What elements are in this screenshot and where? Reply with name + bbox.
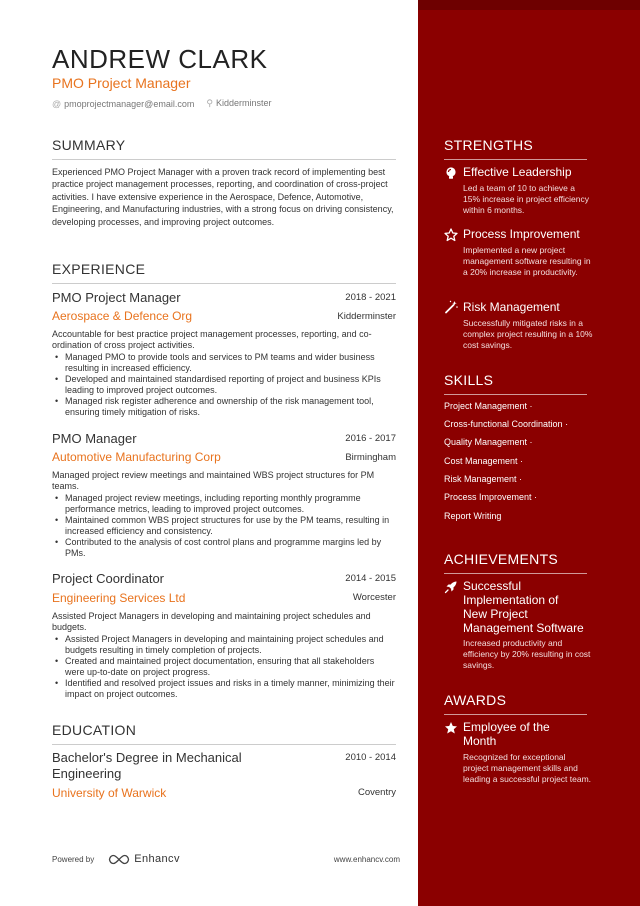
skill-item: Quality Management · bbox=[444, 437, 533, 447]
summary-divider bbox=[52, 159, 396, 160]
list-item: • Identified and resolved project issues and risks in a timely manner, minimizing their impact on project outcomes. bbox=[52, 678, 396, 700]
job-summary: Managed project review meetings and maintained WBS project structures for PM teams. bbox=[52, 470, 375, 491]
achievement-title bbox=[463, 579, 593, 635]
experience-divider bbox=[52, 283, 396, 284]
job-company: Automotive Manufacturing Corp bbox=[52, 450, 221, 464]
job-summary: Accountable for best practice project management processes, reporting, and co-ordination of cross project activities. bbox=[52, 329, 372, 350]
experience-heading: EXPERIENCE bbox=[52, 261, 146, 277]
title-line: Month bbox=[463, 734, 497, 748]
list-item: • Created and maintained project documentation, ensuring that all stakeholders were up-to-date on project progress. bbox=[52, 656, 396, 678]
strength-title: Process Improvement bbox=[463, 227, 580, 241]
skills-divider bbox=[444, 394, 587, 395]
strength-desc: Implemented a new project management software resulting in a 20% increase in productivity. bbox=[463, 245, 591, 277]
list-item: • Maintained common WBS project structures for use by the PM teams, resulting in increased efficiency and consistency. bbox=[52, 515, 396, 537]
awards-heading: AWARDS bbox=[444, 692, 507, 708]
job-dates: 2014 - 2015 bbox=[345, 573, 396, 584]
skill-item: Process Improvement · bbox=[444, 492, 538, 502]
candidate-name: ANDREW CLARK bbox=[52, 44, 268, 74]
list-item: • Assisted Project Managers in developing and maintaining project schedules and budgets resulting in timely completion of projects. bbox=[52, 634, 396, 656]
job-dates: 2016 - 2017 bbox=[345, 433, 396, 444]
job-title: PMO Manager bbox=[52, 431, 137, 446]
job-company: Aerospace & Defence Org bbox=[52, 309, 193, 323]
achievements-heading: ACHIEVEMENTS bbox=[444, 551, 559, 567]
contact-line bbox=[52, 98, 271, 109]
sidebar bbox=[418, 0, 640, 906]
job-location: Kidderminster bbox=[337, 311, 396, 322]
summary-heading: SUMMARY bbox=[52, 137, 126, 153]
list-item: • Managed PMO to provide tools and services to PM teams and wider business resulting in increased efficiency. bbox=[52, 352, 396, 374]
job-location: Worcester bbox=[352, 592, 396, 603]
bulb-icon bbox=[444, 166, 458, 180]
sidebar-top-band bbox=[418, 0, 640, 10]
job-title: PMO Project Manager bbox=[52, 290, 181, 305]
education-dates: 2010 - 2014 bbox=[345, 752, 396, 763]
star-icon bbox=[444, 721, 458, 735]
achievement-desc: Increased productivity and efficiency by 20% resulting in cost savings. bbox=[463, 638, 591, 670]
summary-text: Experienced PMO Project Manager with a proven track record of implementing best practice project management processes, reporting, and coordination of cross-project activities. I have extensive experience in the Aerospace, Defence, Automotive, Engineering, and Manufacturing industries, with a strong focus on driving consistency, developing processes, and improving project outcomes. bbox=[52, 167, 394, 227]
footer-site-link[interactable]: www.enhancv.com bbox=[333, 854, 400, 864]
strength-title: Risk Management bbox=[463, 300, 560, 314]
skill-item: Cost Management · bbox=[444, 456, 524, 466]
powered-by-label: Powered by bbox=[52, 854, 95, 864]
title-line: Implementation of bbox=[463, 593, 559, 607]
location-text: Kidderminster bbox=[215, 98, 272, 108]
strength-desc: Successfully mitigated risks in a complex project resulting in a 10% cost savings. bbox=[463, 318, 593, 350]
title-line: Employee of the bbox=[463, 720, 550, 734]
footer bbox=[52, 853, 400, 865]
title-line: New Project bbox=[463, 607, 528, 621]
strengths-heading: STRENGTHS bbox=[444, 137, 534, 153]
award-title bbox=[463, 720, 593, 748]
magic-wand-icon bbox=[444, 300, 458, 314]
job-dates: 2018 - 2021 bbox=[345, 292, 396, 303]
degree-line: Engineering bbox=[52, 766, 122, 781]
list-item: • Managed risk register adherence and ownership of the risk management tool, ensuring timely mitigation of risks. bbox=[52, 396, 396, 418]
degree-line: Bachelor's Degree in Mechanical bbox=[52, 750, 242, 765]
skill-item: Cross-functional Coordination · bbox=[444, 419, 569, 429]
list-item: • Contributed to the analysis of cost control plans and programme margins led by PMs. bbox=[52, 537, 396, 559]
awards-divider bbox=[444, 714, 587, 715]
job-title: Project Coordinator bbox=[52, 571, 164, 586]
skill-item: Project Management · bbox=[444, 401, 533, 411]
list-item: • Managed project review meetings, including reporting monthly programme performance metrics, leading to improved project outcomes. bbox=[52, 493, 396, 515]
strength-desc: Led a team of 10 to achieve a 15% increase in project efficiency within 6 months. bbox=[463, 183, 589, 215]
job-location: Birmingham bbox=[345, 452, 396, 463]
education-divider bbox=[52, 744, 396, 745]
location-contact bbox=[206, 98, 271, 109]
job-company: Engineering Services Ltd bbox=[52, 591, 186, 605]
candidate-role: PMO Project Manager bbox=[52, 75, 191, 91]
enhancv-logo[interactable] bbox=[108, 853, 180, 865]
at-icon: @ bbox=[52, 98, 62, 109]
rocket-icon bbox=[444, 580, 458, 594]
strengths-divider bbox=[444, 159, 587, 160]
title-line: Management Software bbox=[463, 621, 584, 635]
strength-title: Effective Leadership bbox=[463, 165, 572, 179]
email-contact[interactable] bbox=[52, 99, 194, 109]
degree-title bbox=[52, 750, 242, 782]
infinity-icon bbox=[108, 854, 130, 865]
job-summary: Assisted Project Managers in developing and maintaining project schedules and budgets. bbox=[52, 611, 371, 632]
list-item: • Developed and maintained standardised reporting of project and business KPIs leading to improved project outcomes. bbox=[52, 374, 396, 396]
skill-item: Report Writing bbox=[444, 511, 502, 521]
school-location: Coventry bbox=[357, 787, 396, 798]
job-bullets bbox=[52, 634, 396, 700]
skill-item: Risk Management · bbox=[444, 474, 523, 484]
award-desc: Recognized for exceptional project management skills and leading a successful project team. bbox=[463, 752, 592, 784]
skills-heading: SKILLS bbox=[444, 372, 494, 388]
email-text: pmoprojectmanager@email.com bbox=[64, 98, 195, 109]
education-heading: EDUCATION bbox=[52, 722, 137, 738]
title-line: Successful bbox=[463, 579, 522, 593]
job-bullets bbox=[52, 493, 396, 559]
job-bullets bbox=[52, 352, 396, 418]
achievements-divider bbox=[444, 573, 587, 574]
brand-name: Enhancv bbox=[134, 853, 180, 865]
star-outline-icon bbox=[444, 228, 458, 242]
school-name: University of Warwick bbox=[52, 786, 167, 800]
location-pin-icon: ⚲ bbox=[206, 98, 213, 108]
